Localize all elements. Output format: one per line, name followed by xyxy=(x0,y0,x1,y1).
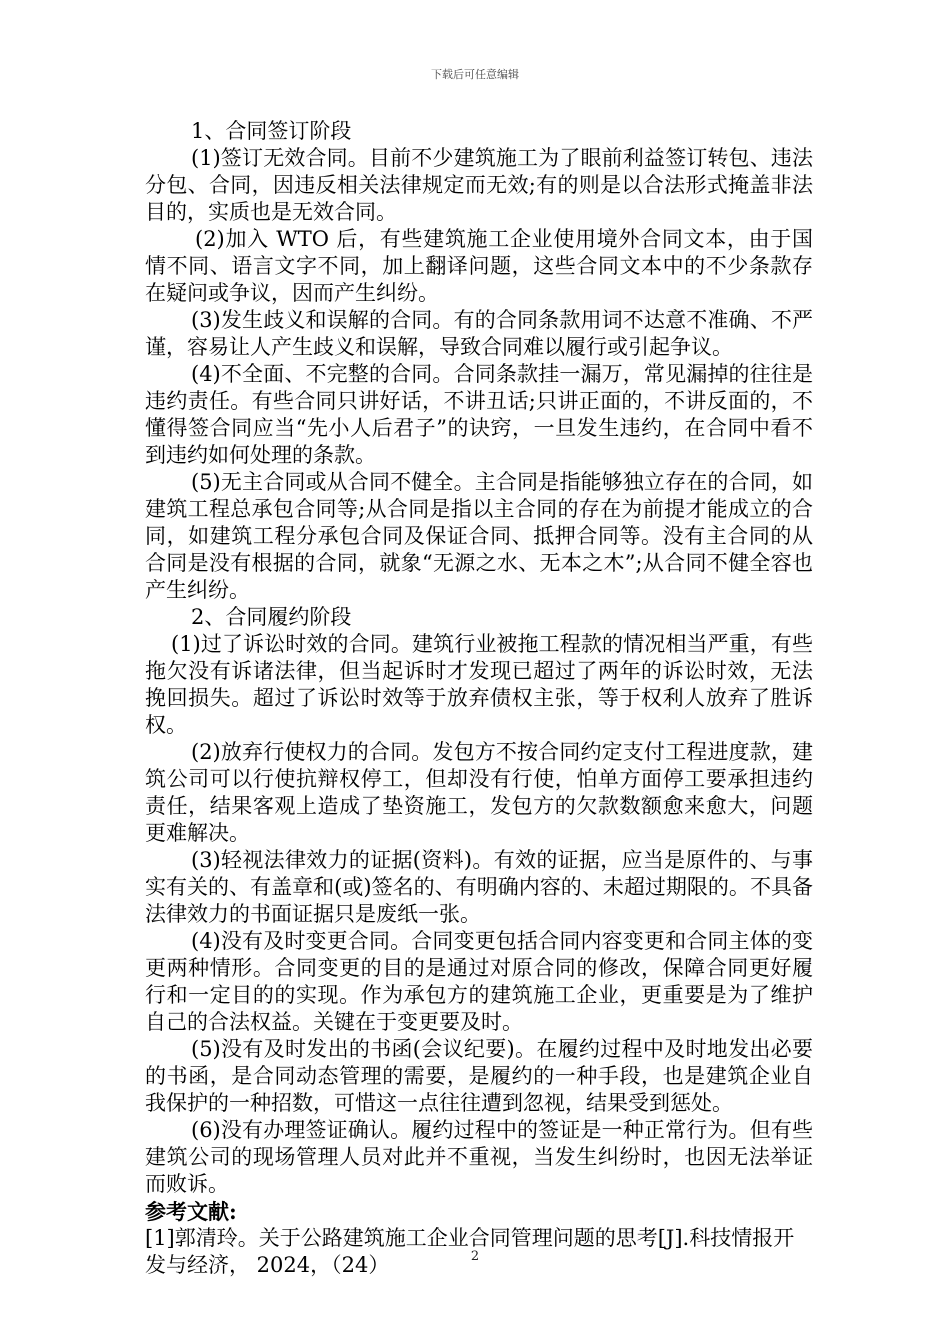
references-title: 参考文献: xyxy=(145,1199,237,1224)
paragraph: (3)发生歧义和误解的合同。有的合同条款用词不达意不准确、不严谨，容易让人产生歧义和误解，导致合同难以履行或引起争议。 xyxy=(145,308,813,359)
paragraph: (3)轻视法律效力的证据(资料)。有效的证据，应当是原件的、与事实有关的、有盖章和(或)签名的、有明确内容的、未超过期限的。不具备法律效力的书面证据只是废纸一张。 xyxy=(145,848,813,926)
paragraph: (4)没有及时变更合同。合同变更包括合同内容变更和合同主体的变更两种情形。合同变更的目的是通过对原合同的修改，保障合同更好履行和一定目的的实现。作为承包方的建筑施工企业，更重要是为了维护自己的合法权益。关键在于变更要及时。 xyxy=(145,929,813,1034)
paragraph: (4)不全面、不完整的合同。合同条款挂一漏万，常见漏掉的往往是违约责任。有些合同只讲好话，不讲丑话;只讲正面的，不讲反面的，不懂得签合同应当“先小人后君子”的诀窍，一旦发生违约，在合同中看不到违约如何处理的条款。 xyxy=(145,362,813,467)
paragraph: (6)没有办理签证确认。履约过程中的签证是一种正常行为。但有些建筑公司的现场管理人员对此并不重视，当发生纠纷时，也因无法举证而败诉。 xyxy=(145,1118,813,1196)
document-body xyxy=(145,118,813,1279)
section-heading-signing: 1、合同签订阶段 xyxy=(191,119,352,143)
page-header: 下载后可任意编辑 xyxy=(431,68,519,81)
paragraph: (2)加入 WTO 后，有些建筑施工企业使用境外合同文本，由于国情不同、语言文字不同，加上翻译问题，这些合同文本中的不少条款存在疑问或争议，因而产生纠纷。 xyxy=(145,227,813,305)
section-heading-performance: 2、合同履约阶段 xyxy=(191,605,352,629)
paragraph: (2)放弃行使权力的合同。发包方不按合同约定支付工程进度款，建筑公司可以行使抗辩权停工，但却没有行使，怕单方面停工要承担违约责任，结果客观上造成了垫资施工，发包方的欠款数额愈来愈大，问题更难解决。 xyxy=(145,740,813,845)
paragraph: (1)签订无效合同。目前不少建筑施工为了眼前利益签订转包、违法分包、合同，因违反相关法律规定而无效;有的则是以合法形式掩盖非法目的，实质也是无效合同。 xyxy=(145,146,813,224)
paragraph: (5)没有及时发出的书函(会议纪要)。在履约过程中及时地发出必要的书函，是合同动态管理的需要，是履约的一种手段，也是建筑企业自我保护的一种招数，可惜这一点往往遭到忽视，结果受到惩处。 xyxy=(145,1037,813,1115)
reference-item: [1]郭清玲。关于公路建筑施工企业合同管理问题的思考[J].科技情报开发与经济， 2024，（24） xyxy=(145,1226,795,1277)
paragraph: (5)无主合同或从合同不健全。主合同是指能够独立存在的合同，如建筑工程总承包合同等;从合同是指以主合同的存在为前提才能成立的合同，如建筑工程分承包合同及保证合同、抵押合同等。没有主合同的从合同是没有根据的合同，就象“无源之水、无本之木”;从合同不健全容也产生纠纷。 xyxy=(145,470,813,602)
paragraph: (1)过了诉讼时效的合同。建筑行业被拖工程款的情况相当严重，有些拖欠没有诉诸法律，但当起诉时才发现已超过了两年的诉讼时效，无法挽回损失。超过了诉讼时效等于放弃债权主张，等于权利人放弃了胜诉权。 xyxy=(145,632,813,737)
page-number: 2 xyxy=(470,1249,480,1264)
